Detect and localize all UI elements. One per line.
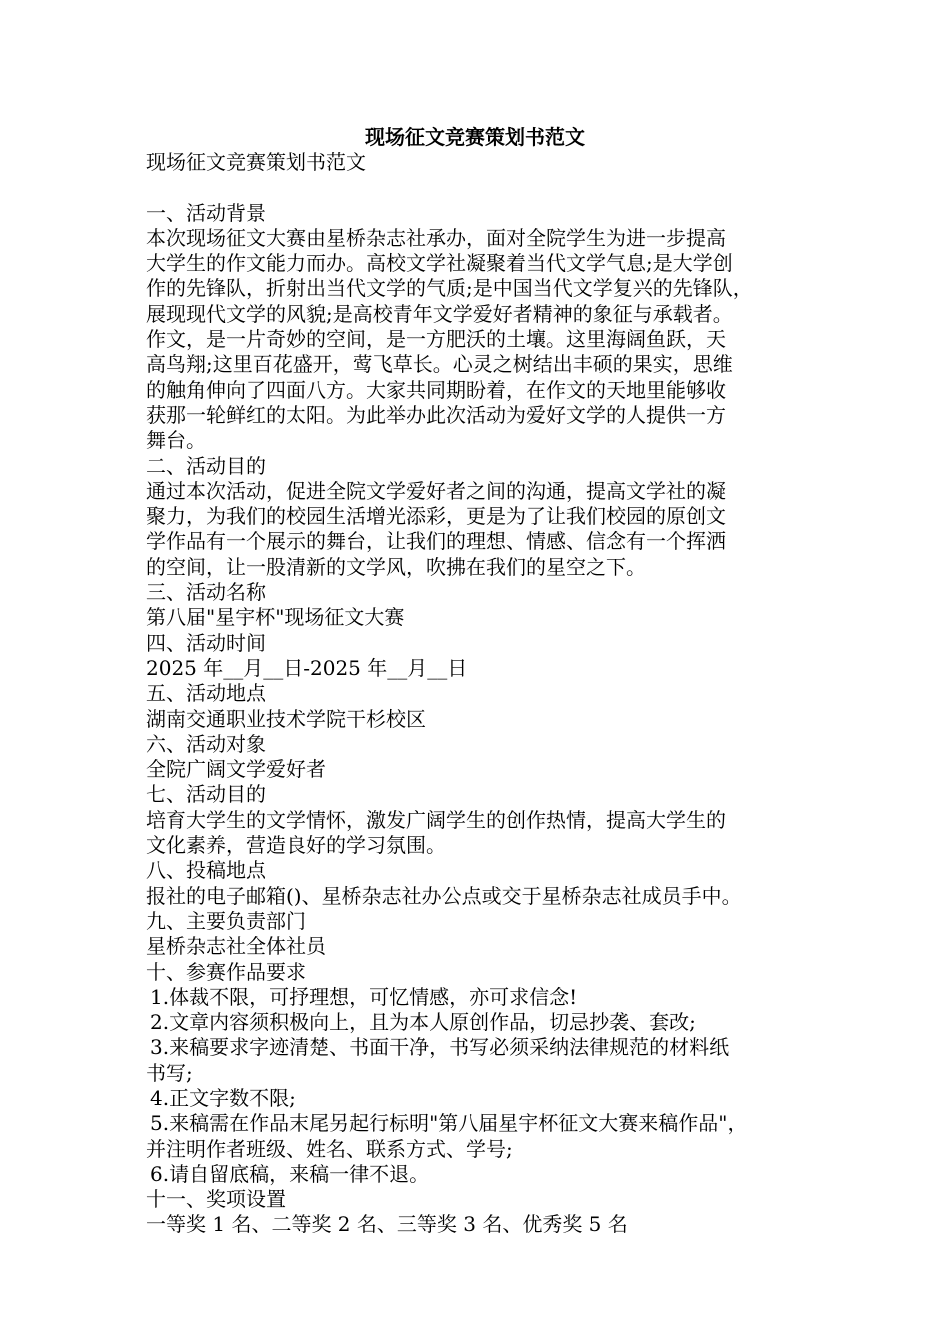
requirement-item-continuation: 并注明作者班级、姓名、联系方式、学号; <box>146 1136 513 1161</box>
blank-line <box>146 175 826 200</box>
paragraph-line: 的触角伸向了四面八方。大家共同期盼着，在作文的天地里能够收 <box>146 377 726 402</box>
paragraph-line: 学作品有一个展示的舞台，让我们的理想、情感、信念有一个挥洒 <box>146 529 726 554</box>
section-value-location: 湖南交通职业技术学院干杉校区 <box>146 706 426 731</box>
section-value-submission: 报社的电子邮箱()、星桥杂志社办公点或交于星桥杂志社成员手中。 <box>146 883 742 908</box>
section-heading-department: 九、主要负责部门 <box>146 908 306 933</box>
section-value-time: 2025 年__月__日-2025 年__月__日 <box>146 655 468 680</box>
section-value-audience: 全院广阔文学爱好者 <box>146 757 326 782</box>
section-heading-goal: 七、活动目的 <box>146 782 266 807</box>
requirement-item: 3.来稿要求字迹清楚、书面干净，书写必须采纳法律规范的材料纸 <box>150 1035 730 1060</box>
paragraph-line: 获那一轮鲜红的太阳。为此举办此次活动为爱好文学的人提供一方 <box>146 402 726 427</box>
paragraph-line: 聚力，为我们的校园生活增光添彩，更是为了让我们校园的原创文 <box>146 504 726 529</box>
paragraph-line: 展现现代文学的风貌;是高校青年文学爱好者精神的象征与承载者。 <box>146 301 733 326</box>
paragraph-line: 舞台。 <box>146 428 206 453</box>
section-value-department: 星桥杂志社全体社员 <box>146 934 326 959</box>
section-heading-submission: 八、投稿地点 <box>146 858 266 883</box>
paragraph-line: 培育大学生的文学情怀，激发广阔学生的创作热情，提高大学生的 <box>146 807 726 832</box>
paragraph-line: 本次现场征文大赛由星桥杂志社承办，面对全院学生为进一步提高 <box>146 225 726 250</box>
requirement-item: 1.体裁不限，可抒理想，可忆情感，亦可求信念! <box>150 984 578 1009</box>
requirement-item: 4.正文字数不限; <box>150 1085 296 1110</box>
section-heading-location: 五、活动地点 <box>146 681 266 706</box>
requirement-item: 6.请自留底稿，来稿一律不退。 <box>150 1161 430 1186</box>
paragraph-line: 作的先锋队，折射出当代文学的气质;是中国当代文学复兴的先锋队， <box>146 276 753 301</box>
paragraph-line: 高鸟翔;这里百花盛开，莺飞草长。心灵之树结出丰硕的果实，思维 <box>146 352 733 377</box>
section-heading-name: 三、活动名称 <box>146 580 266 605</box>
paragraph-line: 通过本次活动，促进全院文学爱好者之间的沟通，提高文学社的凝 <box>146 478 726 503</box>
document-title: 现场征文竞赛策划书范文 <box>365 125 585 149</box>
paragraph-line: 的空间，让一股清新的文学风，吹拂在我们的星空之下。 <box>146 554 646 579</box>
requirement-item: 2.文章内容须积极向上，且为本人原创作品，切忌抄袭、套改; <box>150 1010 696 1035</box>
section-heading-time: 四、活动时间 <box>146 630 266 655</box>
document-subtitle: 现场征文竞赛策划书范文 <box>146 150 366 174</box>
section-value-awards: 一等奖 1 名、二等奖 2 名、三等奖 3 名、优秀奖 5 名 <box>146 1212 628 1237</box>
requirement-item: 5.来稿需在作品末尾另起行标明"第八届星宇杯征文大赛来稿作品"， <box>150 1111 748 1136</box>
paragraph-line: 大学生的作文能力而办。高校文学社凝聚着当代文学气息;是大学创 <box>146 251 733 276</box>
document-body <box>146 150 826 1238</box>
requirement-item-continuation: 书写; <box>146 1060 193 1085</box>
section-heading-awards: 十一、奖项设置 <box>146 1187 286 1212</box>
section-heading-background: 一、活动背景 <box>146 200 266 225</box>
section-heading-audience: 六、活动对象 <box>146 731 266 756</box>
section-value-name: 第八届"星宇杯"现场征文大赛 <box>146 605 405 630</box>
paragraph-line: 作文，是一片奇妙的空间，是一方肥沃的土壤。这里海阔鱼跃，天 <box>146 327 726 352</box>
paragraph-line: 文化素养，营造良好的学习氛围。 <box>146 833 446 858</box>
section-heading-purpose: 二、活动目的 <box>146 453 266 478</box>
section-heading-requirements: 十、参赛作品要求 <box>146 959 306 984</box>
